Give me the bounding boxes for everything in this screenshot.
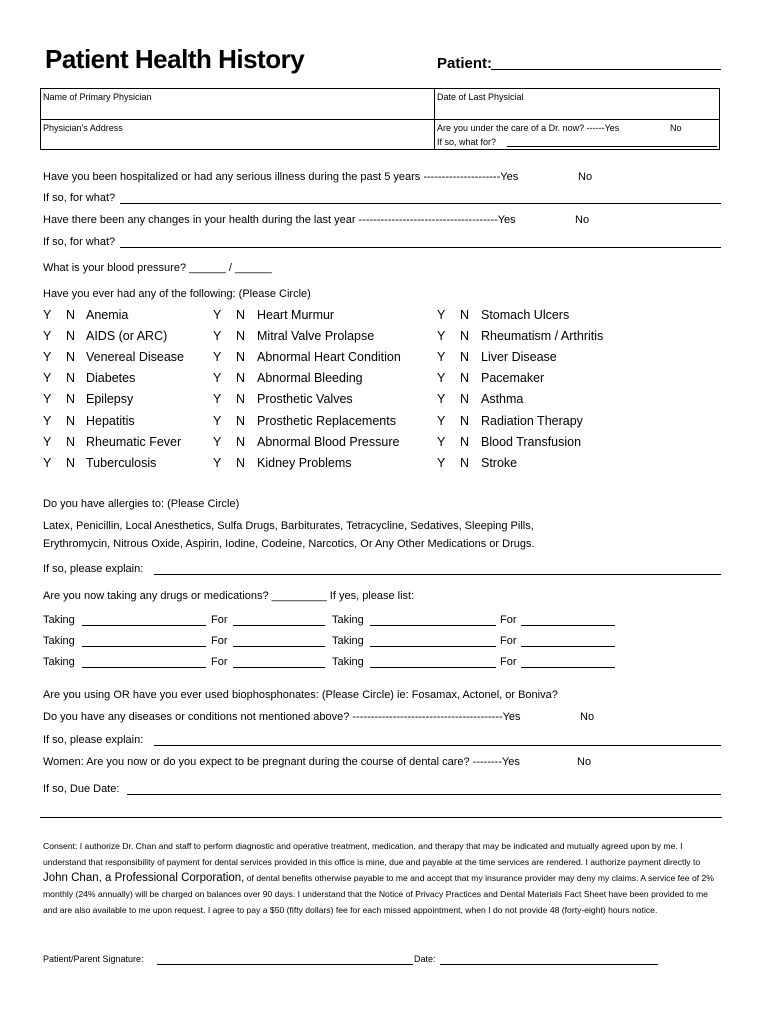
no-option[interactable]: N xyxy=(66,455,76,470)
for-field[interactable] xyxy=(521,625,615,626)
consent-paragraph xyxy=(43,838,723,918)
taking-field[interactable] xyxy=(370,646,496,647)
condition-label: Abnormal Blood Pressure xyxy=(257,434,400,449)
for-label: For xyxy=(211,614,228,626)
yes-option[interactable]: Y xyxy=(213,350,222,365)
no-option[interactable]: N xyxy=(460,434,470,449)
condition-label: Stroke xyxy=(481,455,518,470)
no-option[interactable]: N xyxy=(236,371,246,386)
health-changes-no-option[interactable]: No xyxy=(575,214,590,226)
yes-option[interactable]: Y xyxy=(437,413,446,428)
for-label: For xyxy=(500,656,517,668)
no-option[interactable]: N xyxy=(66,413,76,428)
no-option[interactable]: N xyxy=(460,455,470,470)
primary-physician-label: Name of Primary Physician xyxy=(43,92,152,102)
other-conditions-no-option[interactable]: No xyxy=(580,711,595,723)
other-conditions-explain-field[interactable] xyxy=(154,745,721,746)
no-option[interactable]: N xyxy=(66,371,76,386)
health-changes-question: Have there been any changes in your health during the last year --------------------------------------Yes xyxy=(43,214,516,226)
no-option[interactable]: N xyxy=(460,392,470,407)
for-field[interactable] xyxy=(521,646,615,647)
yes-option[interactable]: Y xyxy=(213,329,222,344)
taking-label: Taking xyxy=(332,614,364,626)
for-label: For xyxy=(211,656,228,668)
condition-label: Diabetes xyxy=(86,371,136,386)
no-option[interactable]: N xyxy=(236,455,246,470)
condition-label: Liver Disease xyxy=(481,350,557,365)
condition-label: Rheumatism / Arthritis xyxy=(481,329,604,344)
no-option[interactable]: N xyxy=(66,392,76,407)
biophosphonates-question[interactable]: Are you using OR have you ever used biophosphonates: (Please Circle) ie: Fosamax, Actonel, or Boniva? xyxy=(43,689,558,701)
last-physical-label: Date of Last Physicial xyxy=(437,92,524,102)
taking-field[interactable] xyxy=(82,625,206,626)
consent-text-part-1: Consent: I authorize Dr. Chan and staff to perform diagnostic and operative treatment, medication, and therapy that may be indicated and mutually agreed upon by me. I understand that responsibility of payment for dental services provided in this office is mine, due and payable at the time services are rendered. I authorize payment directly to xyxy=(43,841,701,867)
for-label: For xyxy=(500,614,517,626)
condition-label: Stomach Ulcers xyxy=(481,308,570,322)
condition-label: Kidney Problems xyxy=(257,455,352,470)
for-label: For xyxy=(211,635,228,647)
condition-label: Tuberculosis xyxy=(86,455,157,470)
no-option[interactable]: N xyxy=(66,434,76,449)
consent-corporation: John Chan, a Professional Corporation, xyxy=(43,872,245,884)
pregnancy-no-option[interactable]: No xyxy=(577,756,592,768)
patient-label: Patient: xyxy=(437,55,493,72)
allergies-explain-field[interactable] xyxy=(154,574,721,575)
yes-option[interactable]: Y xyxy=(213,413,222,428)
taking-label: Taking xyxy=(332,635,364,647)
due-date-label: If so, Due Date: xyxy=(43,783,120,795)
condition-label: Venereal Disease xyxy=(86,350,184,365)
health-changes-followup-field[interactable] xyxy=(120,247,721,248)
condition-label: Blood Transfusion xyxy=(481,434,582,449)
no-option[interactable]: N xyxy=(236,329,246,344)
blood-pressure-question: What is your blood pressure? ______ / ______ xyxy=(43,262,272,274)
yes-option[interactable]: Y xyxy=(213,371,222,386)
no-option[interactable]: N xyxy=(460,413,470,428)
physician-info-box xyxy=(40,88,720,150)
condition-label: AIDS (or ARC) xyxy=(86,329,168,344)
physician-address-label: Physician's Address xyxy=(43,123,123,133)
other-conditions-question: Do you have any diseases or conditions not mentioned above? -----------------------------------------Yes xyxy=(43,711,521,723)
yes-option[interactable]: Y xyxy=(437,434,446,449)
care-followup-label: If so, what for? xyxy=(437,137,497,147)
yes-option[interactable]: Y xyxy=(437,455,446,470)
condition-label: Rheumatic Fever xyxy=(86,434,182,449)
condition-label: Asthma xyxy=(481,392,524,407)
pregnancy-question: Women: Are you now or do you expect to be pregnant during the course of dental care? --------Yes xyxy=(43,756,520,768)
taking-label: Taking xyxy=(43,614,75,626)
condition-label: Heart Murmur xyxy=(257,308,335,322)
allergies-list-line-2[interactable]: Erythromycin, Nitrous Oxide, Aspirin, Iodine, Codeine, Narcotics, Or Any Other Medications or Drugs. xyxy=(43,538,535,550)
for-field[interactable] xyxy=(233,646,325,647)
no-option[interactable]: N xyxy=(460,350,470,365)
no-option[interactable]: N xyxy=(236,350,246,365)
condition-label: Hepatitis xyxy=(86,413,135,428)
section-divider xyxy=(40,817,722,818)
care-question: Are you under the care of a Dr. now? ------Yes xyxy=(437,123,620,133)
taking-field[interactable] xyxy=(82,667,206,668)
allergies-question: Do you have allergies to: (Please Circle) xyxy=(43,498,240,510)
care-no-option[interactable]: No xyxy=(670,123,682,133)
consent-text-part-2: of dental benefits otherwise payable to me and accept that my insurance provider may deny my claims. A service fee of 2% monthly (24% annually) will be charged on balances over 90 days. I understand that the Notice of Privacy Practices and Dental Materials Fact Sheet have been provided to me and are also available to me upon request. I agree to pay a $50 (fifty dollars) fee for each missed appointment, when I do not provide 48 (forty-eight) hours notice. xyxy=(43,873,714,915)
yes-option[interactable]: Y xyxy=(43,308,52,322)
yes-option[interactable]: Y xyxy=(43,455,52,470)
yes-option[interactable]: Y xyxy=(437,308,446,322)
condition-label: Abnormal Heart Condition xyxy=(257,350,401,365)
no-option[interactable]: N xyxy=(460,371,470,386)
condition-label: Prosthetic Valves xyxy=(257,392,353,407)
taking-label: Taking xyxy=(332,656,364,668)
page-title: Patient Health History xyxy=(45,44,305,74)
no-option[interactable]: N xyxy=(236,308,246,322)
no-option[interactable]: N xyxy=(460,329,470,344)
condition-label: Anemia xyxy=(86,308,129,322)
no-option[interactable]: N xyxy=(66,329,76,344)
yes-option[interactable]: Y xyxy=(213,434,222,449)
for-field[interactable] xyxy=(233,625,325,626)
condition-label: Epilepsy xyxy=(86,392,134,407)
yes-option[interactable]: Y xyxy=(43,329,52,344)
patient-name-field[interactable] xyxy=(491,69,721,70)
hospitalized-followup-label: If so, for what? xyxy=(43,192,116,204)
care-followup-field[interactable] xyxy=(507,146,717,147)
for-label: For xyxy=(500,635,517,647)
box-divider-horizontal xyxy=(41,119,719,120)
for-field[interactable] xyxy=(233,667,325,668)
yes-option[interactable]: Y xyxy=(213,392,222,407)
condition-label: Pacemaker xyxy=(481,371,545,386)
conditions-question: Have you ever had any of the following: (Please Circle) xyxy=(43,288,311,300)
yes-option[interactable]: Y xyxy=(437,329,446,344)
no-option[interactable]: N xyxy=(236,413,246,428)
no-option[interactable]: N xyxy=(236,434,246,449)
yes-option[interactable]: Y xyxy=(213,308,222,322)
signature-field[interactable] xyxy=(157,964,413,965)
date-field[interactable] xyxy=(440,964,658,965)
taking-field[interactable] xyxy=(370,625,496,626)
yes-option[interactable]: Y xyxy=(43,413,52,428)
condition-label: Abnormal Bleeding xyxy=(257,371,363,386)
hospitalized-followup-field[interactable] xyxy=(120,203,721,204)
yes-option[interactable]: Y xyxy=(437,371,446,386)
due-date-field[interactable] xyxy=(127,794,721,795)
signature-label: Patient/Parent Signature: xyxy=(43,954,144,964)
no-option[interactable]: N xyxy=(66,308,76,322)
date-label: Date: xyxy=(414,954,436,964)
no-option[interactable]: N xyxy=(460,308,470,322)
yes-option[interactable]: Y xyxy=(437,392,446,407)
allergies-list-line-1[interactable]: Latex, Penicillin, Local Anesthetics, Sulfa Drugs, Barbiturates, Tetracycline, Sedatives, Sleeping Pills, xyxy=(43,520,534,532)
taking-label: Taking xyxy=(43,656,75,668)
yes-option[interactable]: Y xyxy=(437,350,446,365)
for-field[interactable] xyxy=(521,667,615,668)
hospitalized-question: Have you been hospitalized or had any serious illness during the past 5 years ---------------------Yes xyxy=(43,171,519,183)
yes-option[interactable]: Y xyxy=(43,434,52,449)
no-option[interactable]: N xyxy=(236,392,246,407)
medications-question: Are you now taking any drugs or medications? _________ If yes, please list: xyxy=(43,590,415,602)
condition-label: Mitral Valve Prolapse xyxy=(257,329,375,344)
condition-label: Radiation Therapy xyxy=(481,413,583,428)
no-option[interactable]: N xyxy=(66,350,76,365)
yes-option[interactable]: Y xyxy=(213,455,222,470)
taking-field[interactable] xyxy=(82,646,206,647)
yes-option[interactable]: Y xyxy=(43,350,52,365)
health-changes-followup-label: If so, for what? xyxy=(43,236,116,248)
yes-option[interactable]: Y xyxy=(43,392,52,407)
hospitalized-no-option[interactable]: No xyxy=(578,171,593,183)
taking-field[interactable] xyxy=(370,667,496,668)
yes-option[interactable]: Y xyxy=(43,371,52,386)
condition-label: Prosthetic Replacements xyxy=(257,413,396,428)
other-conditions-explain-label: If so, please explain: xyxy=(43,734,144,746)
taking-label: Taking xyxy=(43,635,75,647)
allergies-explain-label: If so, please explain: xyxy=(43,563,144,575)
